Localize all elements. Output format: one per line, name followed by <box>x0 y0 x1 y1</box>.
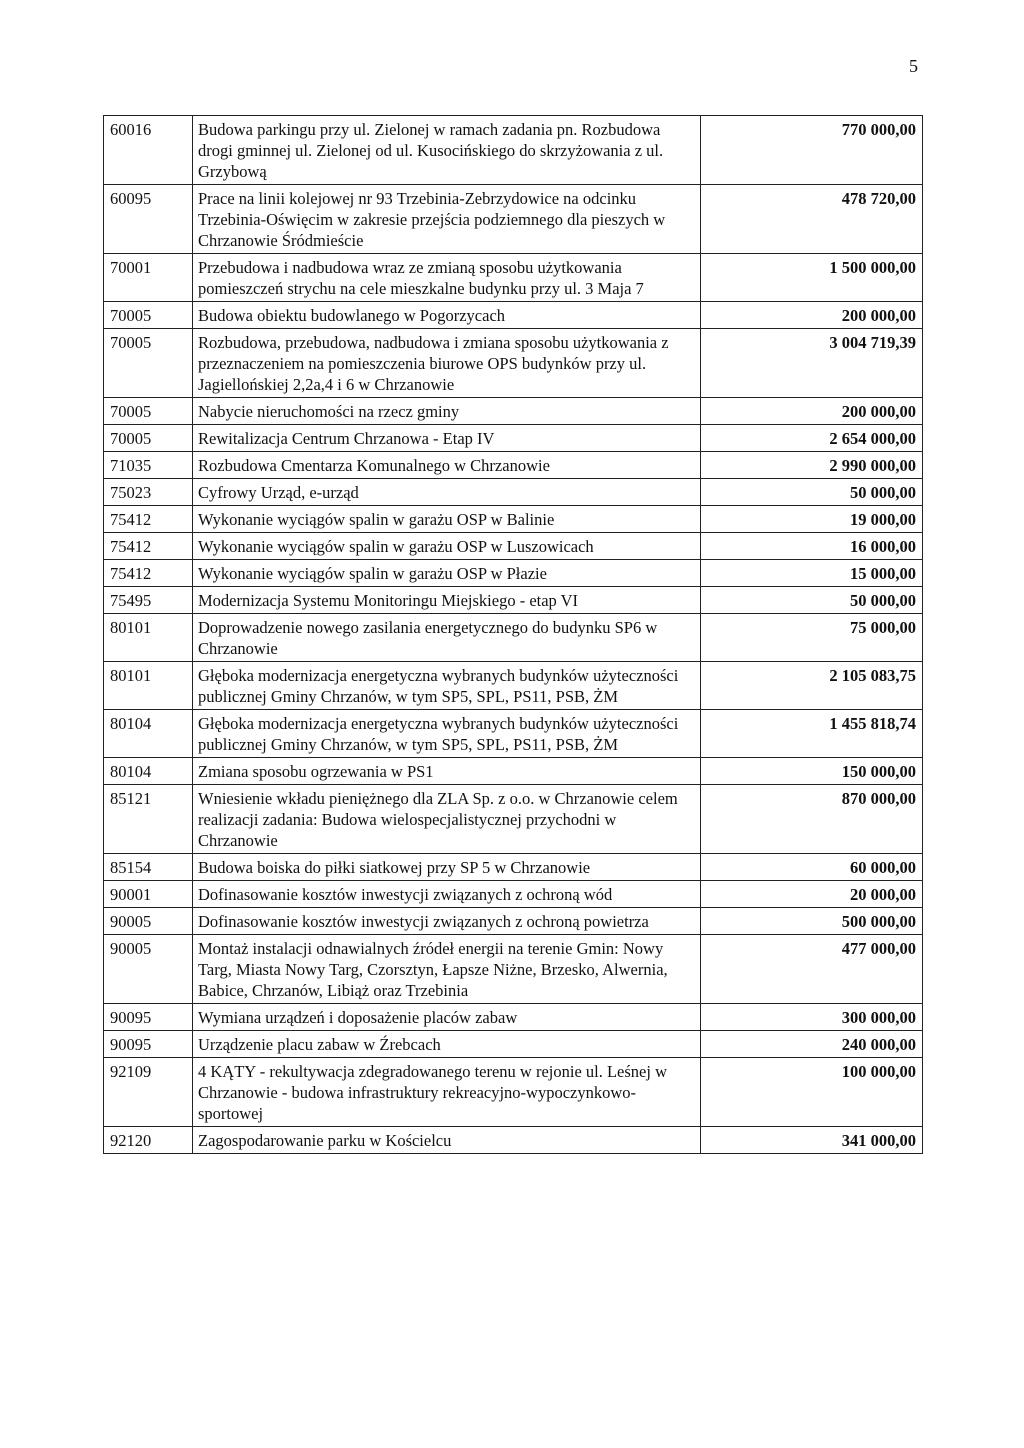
task-description-cell: Głęboka modernizacja energetyczna wybranych budynków użyteczności publicznej Gminy Chrzanów, w tym SP5, SPL, PS11, PSB, ŻM <box>193 710 701 758</box>
section-code-cell: 70005 <box>104 302 193 329</box>
task-description-cell: Nabycie nieruchomości na rzecz gminy <box>193 398 701 425</box>
task-description-cell: Zagospodarowanie parku w Kościelcu <box>193 1127 701 1154</box>
table-row <box>104 854 923 881</box>
task-description-cell: Budowa obiektu budowlanego w Pogorzycach <box>193 302 701 329</box>
section-code-cell: 60095 <box>104 185 193 254</box>
task-description-cell: Dofinasowanie kosztów inwestycji związanych z ochroną wód <box>193 881 701 908</box>
table-row <box>104 302 923 329</box>
amount-cell: 15 000,00 <box>701 560 923 587</box>
amount-cell: 75 000,00 <box>701 614 923 662</box>
section-code-cell: 80104 <box>104 710 193 758</box>
table-row <box>104 560 923 587</box>
task-description-cell: Doprowadzenie nowego zasilania energetycznego do budynku SP6 w Chrzanowie <box>193 614 701 662</box>
task-description-cell: Montaż instalacji odnawialnych źródeł energii na terenie Gmin: Nowy Targ, Miasta Nowy Targ, Czorsztyn, Łapsze Niżne, Brzesko, Alwernia, Babice, Chrzanów, Libiąż oraz Trzebinia <box>193 935 701 1004</box>
amount-cell: 50 000,00 <box>701 479 923 506</box>
task-description-cell: Budowa boiska do piłki siatkowej przy SP 5 w Chrzanowie <box>193 854 701 881</box>
task-description-cell: Wykonanie wyciągów spalin w garażu OSP w Luszowicach <box>193 533 701 560</box>
section-code-cell: 80104 <box>104 758 193 785</box>
amount-cell: 870 000,00 <box>701 785 923 854</box>
amount-cell: 500 000,00 <box>701 908 923 935</box>
table-row <box>104 758 923 785</box>
section-code-cell: 70005 <box>104 398 193 425</box>
section-code-cell: 90005 <box>104 908 193 935</box>
table-row <box>104 116 923 185</box>
table-row <box>104 425 923 452</box>
section-code-cell: 92120 <box>104 1127 193 1154</box>
amount-cell: 150 000,00 <box>701 758 923 785</box>
amount-cell: 300 000,00 <box>701 1004 923 1031</box>
table-row <box>104 329 923 398</box>
amount-cell: 2 105 083,75 <box>701 662 923 710</box>
table-row <box>104 785 923 854</box>
section-code-cell: 92109 <box>104 1058 193 1127</box>
table-row <box>104 908 923 935</box>
task-description-cell: Modernizacja Systemu Monitoringu Miejskiego - etap VI <box>193 587 701 614</box>
task-description-cell: Rozbudowa, przebudowa, nadbudowa i zmiana sposobu użytkowania z przeznaczeniem na pomieszczenia biurowe OPS budynków przy ul. Jagiellońskiej 2,2a,4 i 6 w Chrzanowie <box>193 329 701 398</box>
section-code-cell: 70001 <box>104 254 193 302</box>
amount-cell: 2 654 000,00 <box>701 425 923 452</box>
table-row <box>104 587 923 614</box>
task-description-cell: Budowa parkingu przy ul. Zielonej w ramach zadania pn. Rozbudowa drogi gminnej ul. Zielonej od ul. Kusocińskiego do skrzyżowania z ul. Grzybową <box>193 116 701 185</box>
task-description-cell: Zmiana sposobu ogrzewania w PS1 <box>193 758 701 785</box>
task-description-cell: Cyfrowy Urząd, e-urząd <box>193 479 701 506</box>
table-row <box>104 533 923 560</box>
section-code-cell: 85154 <box>104 854 193 881</box>
table-row <box>104 935 923 1004</box>
table-row <box>104 881 923 908</box>
section-code-cell: 90001 <box>104 881 193 908</box>
amount-cell: 20 000,00 <box>701 881 923 908</box>
amount-cell: 478 720,00 <box>701 185 923 254</box>
section-code-cell: 75023 <box>104 479 193 506</box>
task-description-cell: Wykonanie wyciągów spalin w garażu OSP w Balinie <box>193 506 701 533</box>
section-code-cell: 90005 <box>104 935 193 1004</box>
table-row <box>104 254 923 302</box>
section-code-cell: 75412 <box>104 533 193 560</box>
task-description-cell: Rozbudowa Cmentarza Komunalnego w Chrzanowie <box>193 452 701 479</box>
section-code-cell: 75412 <box>104 560 193 587</box>
task-description-cell: Rewitalizacja Centrum Chrzanowa - Etap IV <box>193 425 701 452</box>
investment-table <box>103 115 923 1154</box>
table-row <box>104 1058 923 1127</box>
amount-cell: 50 000,00 <box>701 587 923 614</box>
table-row <box>104 398 923 425</box>
table-row <box>104 710 923 758</box>
page-number: 5 <box>909 56 918 76</box>
amount-cell: 477 000,00 <box>701 935 923 1004</box>
amount-cell: 200 000,00 <box>701 302 923 329</box>
table-row <box>104 1004 923 1031</box>
amount-cell: 770 000,00 <box>701 116 923 185</box>
task-description-cell: Wykonanie wyciągów spalin w garażu OSP w Płazie <box>193 560 701 587</box>
section-code-cell: 75495 <box>104 587 193 614</box>
task-description-cell: Dofinasowanie kosztów inwestycji związanych z ochroną powietrza <box>193 908 701 935</box>
section-code-cell: 85121 <box>104 785 193 854</box>
section-code-cell: 70005 <box>104 329 193 398</box>
table-row <box>104 1127 923 1154</box>
amount-cell: 341 000,00 <box>701 1127 923 1154</box>
amount-cell: 1 455 818,74 <box>701 710 923 758</box>
amount-cell: 19 000,00 <box>701 506 923 533</box>
table-row <box>104 614 923 662</box>
section-code-cell: 90095 <box>104 1004 193 1031</box>
amount-cell: 2 990 000,00 <box>701 452 923 479</box>
table-row <box>104 479 923 506</box>
section-code-cell: 60016 <box>104 116 193 185</box>
section-code-cell: 70005 <box>104 425 193 452</box>
table-row <box>104 452 923 479</box>
table-row <box>104 506 923 533</box>
section-code-cell: 71035 <box>104 452 193 479</box>
amount-cell: 200 000,00 <box>701 398 923 425</box>
task-description-cell: Urządzenie placu zabaw w Źrebcach <box>193 1031 701 1058</box>
amount-cell: 240 000,00 <box>701 1031 923 1058</box>
section-code-cell: 90095 <box>104 1031 193 1058</box>
amount-cell: 3 004 719,39 <box>701 329 923 398</box>
task-description-cell: Wniesienie wkładu pieniężnego dla ZLA Sp. z o.o. w Chrzanowie celem realizacji zadania: Budowa wielospecjalistycznej przychodni w Chrzanowie <box>193 785 701 854</box>
task-description-cell: Wymiana urządzeń i doposażenie placów zabaw <box>193 1004 701 1031</box>
task-description-cell: Głęboka modernizacja energetyczna wybranych budynków użyteczności publicznej Gminy Chrzanów, w tym SP5, SPL, PS11, PSB, ŻM <box>193 662 701 710</box>
table-row <box>104 662 923 710</box>
task-description-cell: Prace na linii kolejowej nr 93 Trzebinia-Zebrzydowice na odcinku Trzebinia-Oświęcim w zakresie przejścia podziemnego dla pieszych w Chrzanowie Śródmieście <box>193 185 701 254</box>
amount-cell: 1 500 000,00 <box>701 254 923 302</box>
amount-cell: 60 000,00 <box>701 854 923 881</box>
amount-cell: 100 000,00 <box>701 1058 923 1127</box>
task-description-cell: Przebudowa i nadbudowa wraz ze zmianą sposobu użytkowania pomieszczeń strychu na cele mieszkalne budynku przy ul. 3 Maja 7 <box>193 254 701 302</box>
section-code-cell: 80101 <box>104 662 193 710</box>
amount-cell: 16 000,00 <box>701 533 923 560</box>
section-code-cell: 75412 <box>104 506 193 533</box>
table-row <box>104 185 923 254</box>
section-code-cell: 80101 <box>104 614 193 662</box>
task-description-cell: 4 KĄTY - rekultywacja zdegradowanego terenu w rejonie ul. Leśnej w Chrzanowie - budowa infrastruktury rekreacyjno-wypoczynkowo-sportowej <box>193 1058 701 1127</box>
investment-table-body <box>104 116 923 1154</box>
table-row <box>104 1031 923 1058</box>
